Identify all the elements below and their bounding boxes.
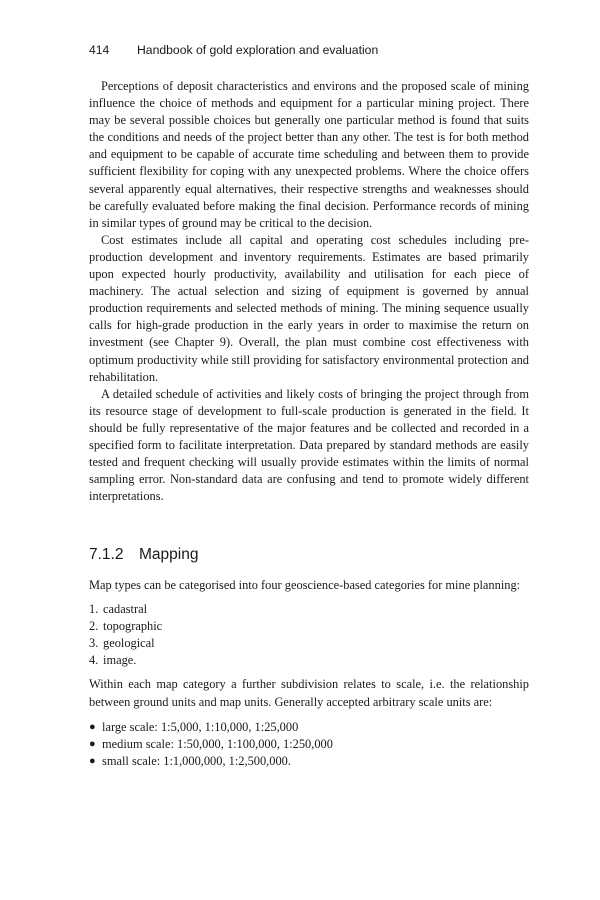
bullet-icon: ●	[89, 720, 96, 733]
paragraph-perceptions: Perceptions of deposit characteristics and environs and the proposed scale of mining influence the choice of methods and equipment for a particular mining project. There may be several possible choices but generally one particular method is found that suits the conditions and needs of the project better than any other. The test is for both method and equipment to be capable of accurate time scheduling and between them to provide sufficient flexibility for coping with any unexpected problems. Where the choice offers several apparently equal alternatives, their respective strengths and weaknesses should be carefully evaluated before making the final decision. Performance records of mining in similar types of ground may be critical to the decision.	[89, 79, 529, 230]
paragraph-cost-estimates: Cost estimates include all capital and operating cost schedules including pre-production development and inventory requirements. Estimates are based primarily upon expected hourly productivity, availability and utilisation for each piece of machinery. The actual selection and sizing of equipment is governed by annual production requirements and selected methods of mining. The mining sequence usually calls for high-grade production in the early years in order to maximise the return on investment (see Chapter 9). Overall, the plan must combine cost effectiveness with optimum productivity while still providing for satisfactory environmental protection and rehabilitation.	[89, 232, 529, 384]
list-item-text: medium scale: 1:50,000, 1:100,000, 1:250,000	[102, 736, 333, 751]
list-item	[89, 736, 529, 753]
list-item-text: large scale: 1:5,000, 1:10,000, 1:25,000	[102, 719, 299, 734]
list-item	[89, 652, 529, 669]
section-intro: Map types can be categorised into four geoscience-based categories for mine planning:	[89, 578, 521, 592]
list-item-text: image.	[103, 653, 137, 668]
list-marker: 2.	[89, 619, 99, 634]
section-body	[89, 577, 529, 770]
list-item	[89, 753, 529, 770]
paragraph-detailed-schedule: A detailed schedule of activities and likely costs of bringing the project through from its resource stage of development to full-scale production is generated in the field. It should be fully representative of the major features and be collected and recorded in a specified form to facilitate interpretation. Data prepared by standard methods are easily tested and frequent checking will usually provide estimates within the limits of normal sampling error. Non-standard data are confusing and tend to promote widely different interpretations.	[89, 386, 529, 504]
section-title: Mapping	[139, 546, 199, 563]
bullet-icon: ●	[89, 754, 96, 767]
map-category-list	[89, 601, 529, 669]
list-item-text: small scale: 1:1,000,000, 1:2,500,000.	[102, 753, 291, 768]
scale-paragraph: Within each map category a further subdivision relates to scale, i.e. the relationship between ground units and map units. Generally accepted arbitrary scale units are:	[89, 677, 529, 709]
body-text	[89, 78, 529, 505]
list-item-text: geological	[103, 636, 155, 651]
section-number: 7.1.2	[89, 546, 124, 563]
running-header	[89, 43, 529, 57]
list-item	[89, 635, 529, 652]
page-number: 414	[89, 43, 110, 57]
list-item	[89, 618, 529, 635]
list-item-text: cadastral	[103, 602, 148, 617]
section-heading	[89, 546, 198, 564]
list-item	[89, 719, 529, 736]
list-marker: 3.	[89, 636, 99, 651]
list-item	[89, 601, 529, 618]
bullet-icon: ●	[89, 737, 96, 750]
running-title: Handbook of gold exploration and evaluation	[137, 43, 379, 57]
scale-bullet-list	[89, 719, 529, 770]
list-item-text: topographic	[103, 619, 163, 634]
list-marker: 4.	[89, 653, 99, 668]
list-marker: 1.	[89, 602, 99, 617]
